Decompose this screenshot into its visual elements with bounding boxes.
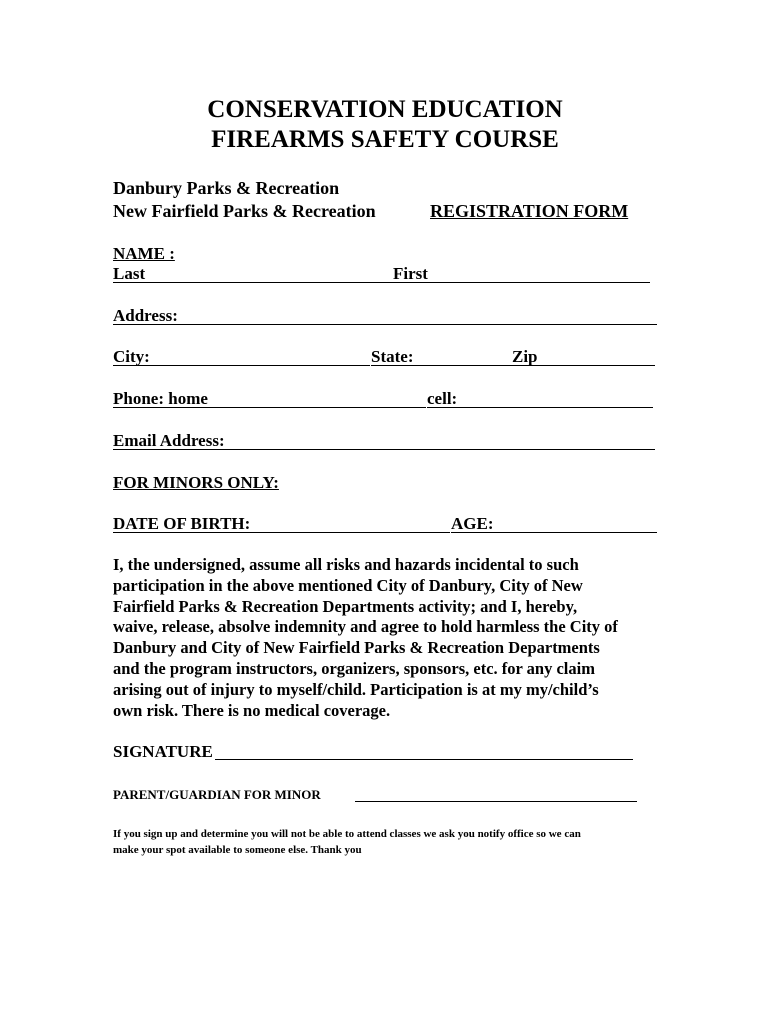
waiver-line: arising out of injury to myself/child. Participation is at my my/child’s [113,679,599,699]
org-new-fairfield: New Fairfield Parks & Recreation [113,201,376,221]
zip-field[interactable] [512,365,655,366]
waiver-paragraph [113,555,673,721]
email-field[interactable] [113,449,655,450]
first-name-field[interactable] [393,282,650,283]
minors-heading: FOR MINORS ONLY: [113,473,279,492]
page-title-line2: FIREARMS SAFETY COURSE [211,126,559,153]
cell-field[interactable] [427,407,653,408]
footer-note-line1: If you sign up and determine you will not be able to attend classes we ask you notify office so we can [113,828,581,840]
first-name-label: First [393,264,428,283]
zip-label: Zip [512,347,538,366]
org-danbury: Danbury Parks & Recreation [113,178,340,198]
phone-home-label: Phone: home [113,389,208,408]
waiver-line: own risk. There is no medical coverage. [113,700,391,720]
phone-home-field[interactable] [113,407,426,408]
guardian-label: PARENT/GUARDIAN FOR MINOR [113,787,321,802]
footer-note [113,826,581,858]
age-label: AGE: [451,514,494,533]
age-field[interactable] [451,532,657,533]
page-title-line1: CONSERVATION EDUCATION [207,96,563,123]
waiver-line: I, the undersigned, assume all risks and hazards incidental to such [113,555,579,574]
address-label: Address: [113,306,178,325]
waiver-line: Fairfield Parks & Recreation Departments activity; and I, hereby, [113,596,578,616]
last-name-field[interactable] [113,282,393,283]
waiver-line: participation in the above mentioned City of Danbury, City of New [113,575,583,595]
dob-label: DATE OF BIRTH: [113,514,251,533]
state-field[interactable] [371,365,512,366]
cell-label: cell: [427,389,458,408]
footer-note-line2: make your spot available to someone else. Thank you [113,844,362,856]
registration-form-label: REGISTRATION FORM [430,201,629,221]
city-label: City: [113,347,150,366]
city-field[interactable] [113,365,370,366]
waiver-line: waive, release, absolve indemnity and agree to hold harmless the City of [113,617,618,637]
signature-label: SIGNATURE [113,742,213,761]
guardian-signature-field[interactable] [355,801,637,802]
last-name-label: Last [113,264,146,283]
state-label: State: [371,347,414,366]
waiver-line: and the program instructors, organizers, sponsors, etc. for any claim [113,658,595,678]
waiver-line: Danbury and City of New Fairfield Parks & Recreation Departments [113,638,600,658]
signature-field[interactable] [215,759,633,760]
name-heading: NAME : [113,244,175,263]
dob-field[interactable] [113,532,450,533]
email-label: Email Address: [113,431,225,450]
address-field[interactable] [113,324,657,325]
